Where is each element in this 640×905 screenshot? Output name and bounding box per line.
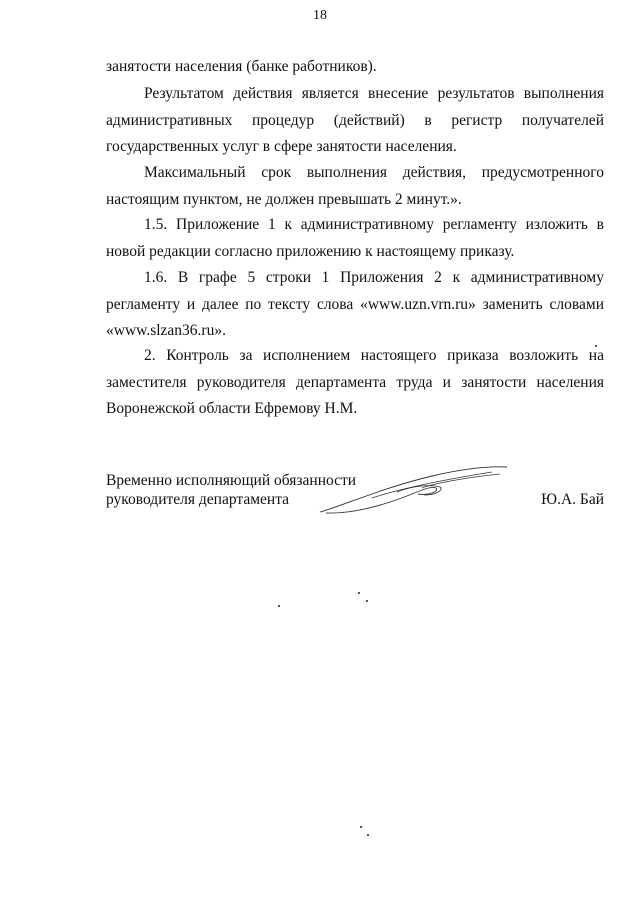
scan-speck (366, 600, 368, 602)
scan-speck (367, 834, 369, 836)
paragraph-continuation: занятости населения (банке работников). (106, 58, 377, 75)
scan-speck (278, 605, 280, 607)
paragraph-2-control: 2. Контроль за исполнением настоящего приказа возложить на заместителя руководителя департамента труда и занятости населения Воронежской области Ефремову Н.М. (106, 347, 604, 417)
scan-speck (360, 826, 362, 828)
paragraph-max-time: Максимальный срок выполнения действия, предусмотренного настоящим пунктом, не должен превышать 2 минут.». (106, 164, 604, 208)
signatory-name: Ю.А. Бай (541, 491, 604, 508)
page-number: 18 (313, 8, 327, 23)
signatory-position-line2: руководителя департамента (106, 491, 290, 508)
scan-speck (595, 345, 597, 347)
handwritten-signature (312, 458, 512, 518)
paragraph-1-5: 1.5. Приложение 1 к административному регламенту изложить в новой редакции согласно приложению к настоящему приказу. (106, 216, 604, 260)
scan-speck (358, 592, 360, 594)
signatory-position-line1: Временно исполняющий обязанности (106, 472, 357, 489)
paragraph-result: Результатом действия является внесение результатов выполнения административных процедур (действий) в регистр получателей государственных услуг в сфере занятости населения. (106, 85, 604, 155)
paragraph-1-6: 1.6. В графе 5 строки 1 Приложения 2 к административному регламенту и далее по тексту слова «www.uzn.vrn.ru» заменить словами «www.slzan36.ru». (106, 269, 604, 339)
